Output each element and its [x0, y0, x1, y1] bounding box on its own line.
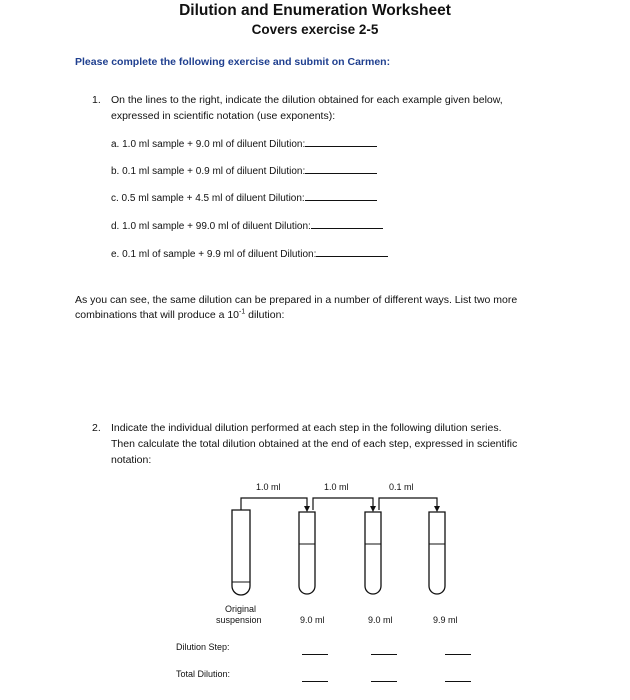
total-dilution-blank-3[interactable] [445, 681, 471, 682]
transfer-arrow-3 [379, 498, 437, 510]
combinations-exponent: -1 [239, 308, 246, 316]
tube-2-volume: 9.0 ml [368, 615, 393, 625]
total-dilution-blank-1[interactable] [302, 681, 328, 682]
dilution-step-blank-3[interactable] [445, 654, 471, 655]
combinations-text-line1: As you can see, the same dilution can be prepared in a number of different ways. List two more [75, 294, 518, 306]
combinations-text-pre: combinations that will produce a 10 [75, 309, 240, 321]
item-c-answer-blank[interactable] [305, 190, 377, 201]
transfer-volume-3: 0.1 ml [389, 482, 414, 492]
question-1-item-e [111, 246, 388, 263]
item-d-label: d. 1.0 ml sample + 99.0 ml of diluent Dilution: [111, 221, 311, 232]
question-1-item-b [111, 163, 377, 180]
item-e-label: e. 0.1 ml of sample + 9.9 ml of diluent Dilution: [111, 249, 317, 260]
question-2-text-line1: Indicate the individual dilution performed at each step in the following dilution series. [111, 422, 502, 434]
question-2-number: 2. [92, 422, 101, 434]
worksheet-subtitle: Covers exercise 2-5 [251, 22, 379, 37]
question-1-item-d [111, 218, 383, 235]
item-a-label: a. 1.0 ml sample + 9.0 ml of diluent Dilution: [111, 139, 306, 150]
submission-instruction: Please complete the following exercise and submit on Carmen: [75, 56, 391, 68]
total-dilution-blank-2[interactable] [371, 681, 397, 682]
item-b-label: b. 0.1 ml sample + 0.9 ml of diluent Dilution: [111, 166, 306, 177]
dilution-step-blank-2[interactable] [371, 654, 397, 655]
dilution-series-diagram [220, 490, 460, 600]
worksheet-title: Dilution and Enumeration Worksheet [179, 2, 451, 19]
dilution-step-label: Dilution Step: [176, 642, 230, 652]
transfer-arrow-1 [241, 498, 307, 510]
item-d-answer-blank[interactable] [311, 218, 383, 229]
tube-dilution-2 [365, 512, 381, 594]
item-e-answer-blank[interactable] [316, 246, 388, 257]
tube-dilution-1 [299, 512, 315, 594]
question-1-item-c [111, 190, 377, 207]
original-suspension-label-line1: Original [225, 604, 257, 614]
question-2-text-line2: Then calculate the total dilution obtained at the end of each step, expressed in scientific [111, 438, 518, 450]
original-suspension-label-line2: suspension [216, 615, 262, 625]
question-1-item-a [111, 136, 377, 153]
transfer-volume-2: 1.0 ml [324, 482, 349, 492]
question-1-number: 1. [92, 94, 101, 106]
question-1-text-line1: On the lines to the right, indicate the dilution obtained for each example given below, [111, 94, 503, 106]
transfer-volume-1: 1.0 ml [256, 482, 281, 492]
question-1-text-line2: expressed in scientific notation (use exponents): [111, 110, 336, 122]
total-dilution-label: Total Dilution: [176, 669, 231, 679]
transfer-arrow-2 [313, 498, 373, 510]
question-2-text-line3: notation: [111, 454, 152, 466]
item-b-answer-blank[interactable] [305, 163, 377, 174]
tube-1-volume: 9.0 ml [300, 615, 325, 625]
combinations-text-post: dilution: [245, 309, 285, 321]
dilution-step-blank-1[interactable] [302, 654, 328, 655]
item-c-label: c. 0.5 ml sample + 4.5 ml of diluent Dilution: [111, 193, 305, 204]
tube-dilution-3 [429, 512, 445, 594]
item-a-answer-blank[interactable] [305, 136, 377, 147]
combinations-text-line2 [75, 307, 284, 323]
tube-3-volume: 9.9 ml [433, 615, 458, 625]
